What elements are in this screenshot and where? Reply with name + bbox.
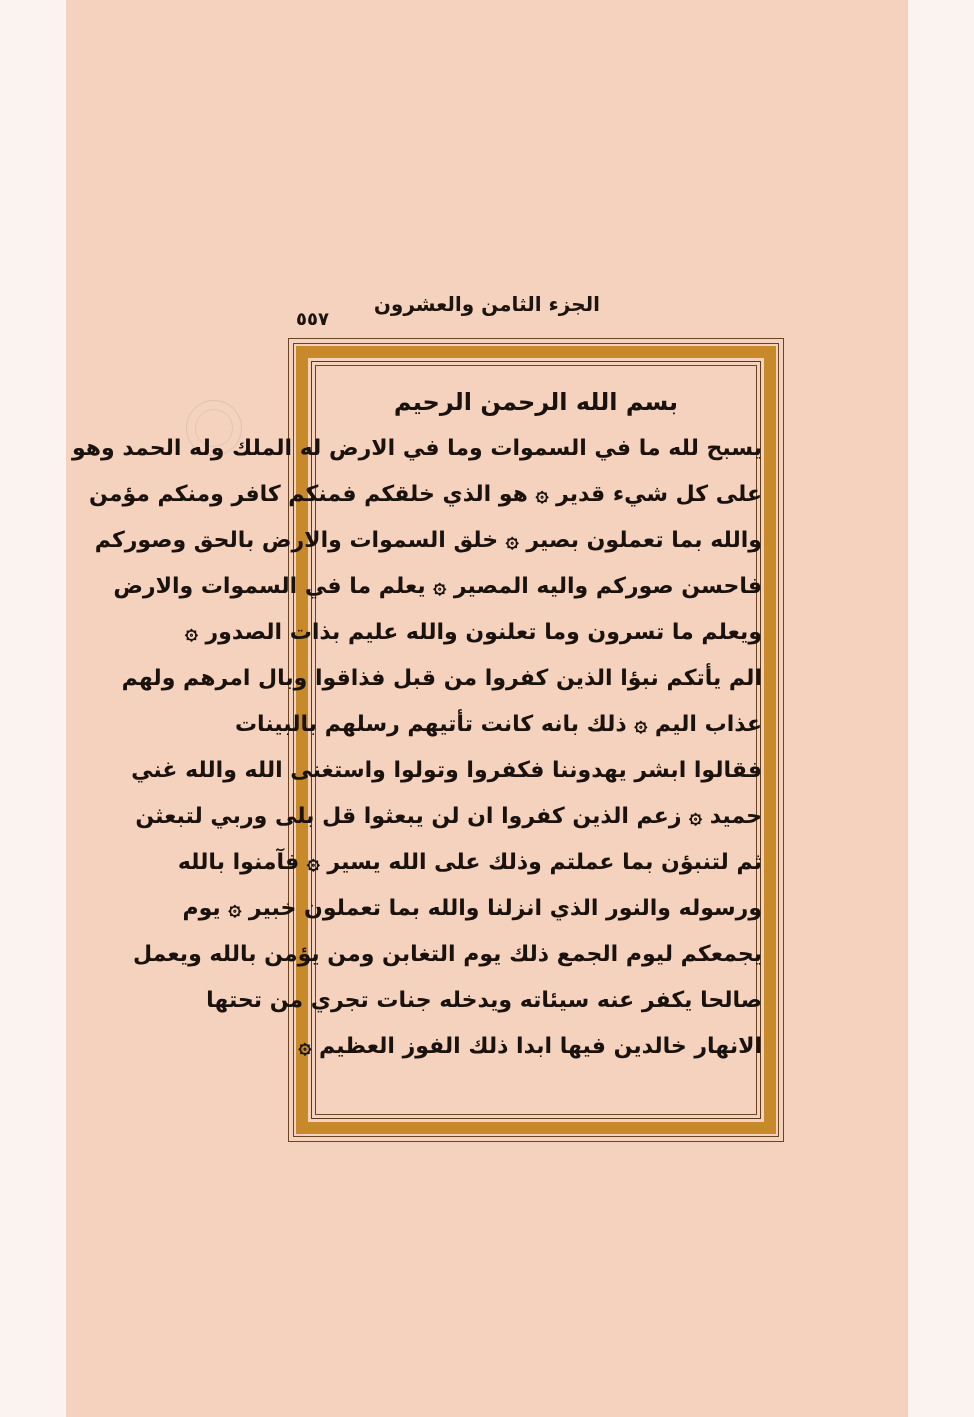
text-line-5: ويعلم ما تسرون وما تعلنون والله عليم بذات الصدور ۞ [184,620,762,645]
text-line-8: فقالوا ابشر يهدوننا فكفروا وتولوا واستغنى الله والله غني [131,758,762,783]
text-line-13: صالحا يكفر عنه سيئاته ويدخله جنات تجري من تحتها [206,988,762,1013]
scan-margin-right [908,0,974,1417]
calligraphy-text-block [71,380,762,1100]
text-line-1: يسبح لله ما في السموات وما في الارض له الملك وله الحمد وهو [71,436,762,461]
text-line-14: الانهار خالدين فيها ابدا ذلك الفوز العظيم ۞ [298,1034,762,1059]
basmala-line: بسم الله الرحمن الرحيم [393,388,679,416]
text-line-6: الم يأتكم نبؤا الذين كفروا من قبل فذاقوا وبال امرهم ولهم [121,666,762,691]
text-line-11: ورسوله والنور الذي انزلنا والله بما تعملون خبير ۞ يوم [182,896,762,921]
juz-header-title: الجزء الثامن والعشرون [373,292,600,316]
text-line-2: على كل شيء قدير ۞ هو الذي خلقكم فمنكم كافر ومنكم مؤمن [89,482,762,507]
text-line-3: والله بما تعملون بصير ۞ خلق السموات والارض بالحق وصوركم [94,528,762,553]
text-line-7: عذاب اليم ۞ ذلك بانه كانت تأتيهم رسلهم بالبينات [234,712,762,737]
text-line-12: يجمعكم ليوم الجمع ذلك يوم التغابن ومن يؤمن بالله ويعمل [133,942,762,967]
page-number: ٥٥٧ [296,309,329,330]
scan-margin-left [0,0,66,1417]
text-line-10: ثم لتنبؤن بما عملتم وذلك على الله يسير ۞ فآمنوا بالله [177,850,762,875]
text-line-4: فاحسن صوركم واليه المصير ۞ يعلم ما في السموات والارض [113,574,762,599]
text-line-9: حميد ۞ زعم الذين كفروا ان لن يبعثوا قل بلى وربي لتبعثن [135,804,762,829]
